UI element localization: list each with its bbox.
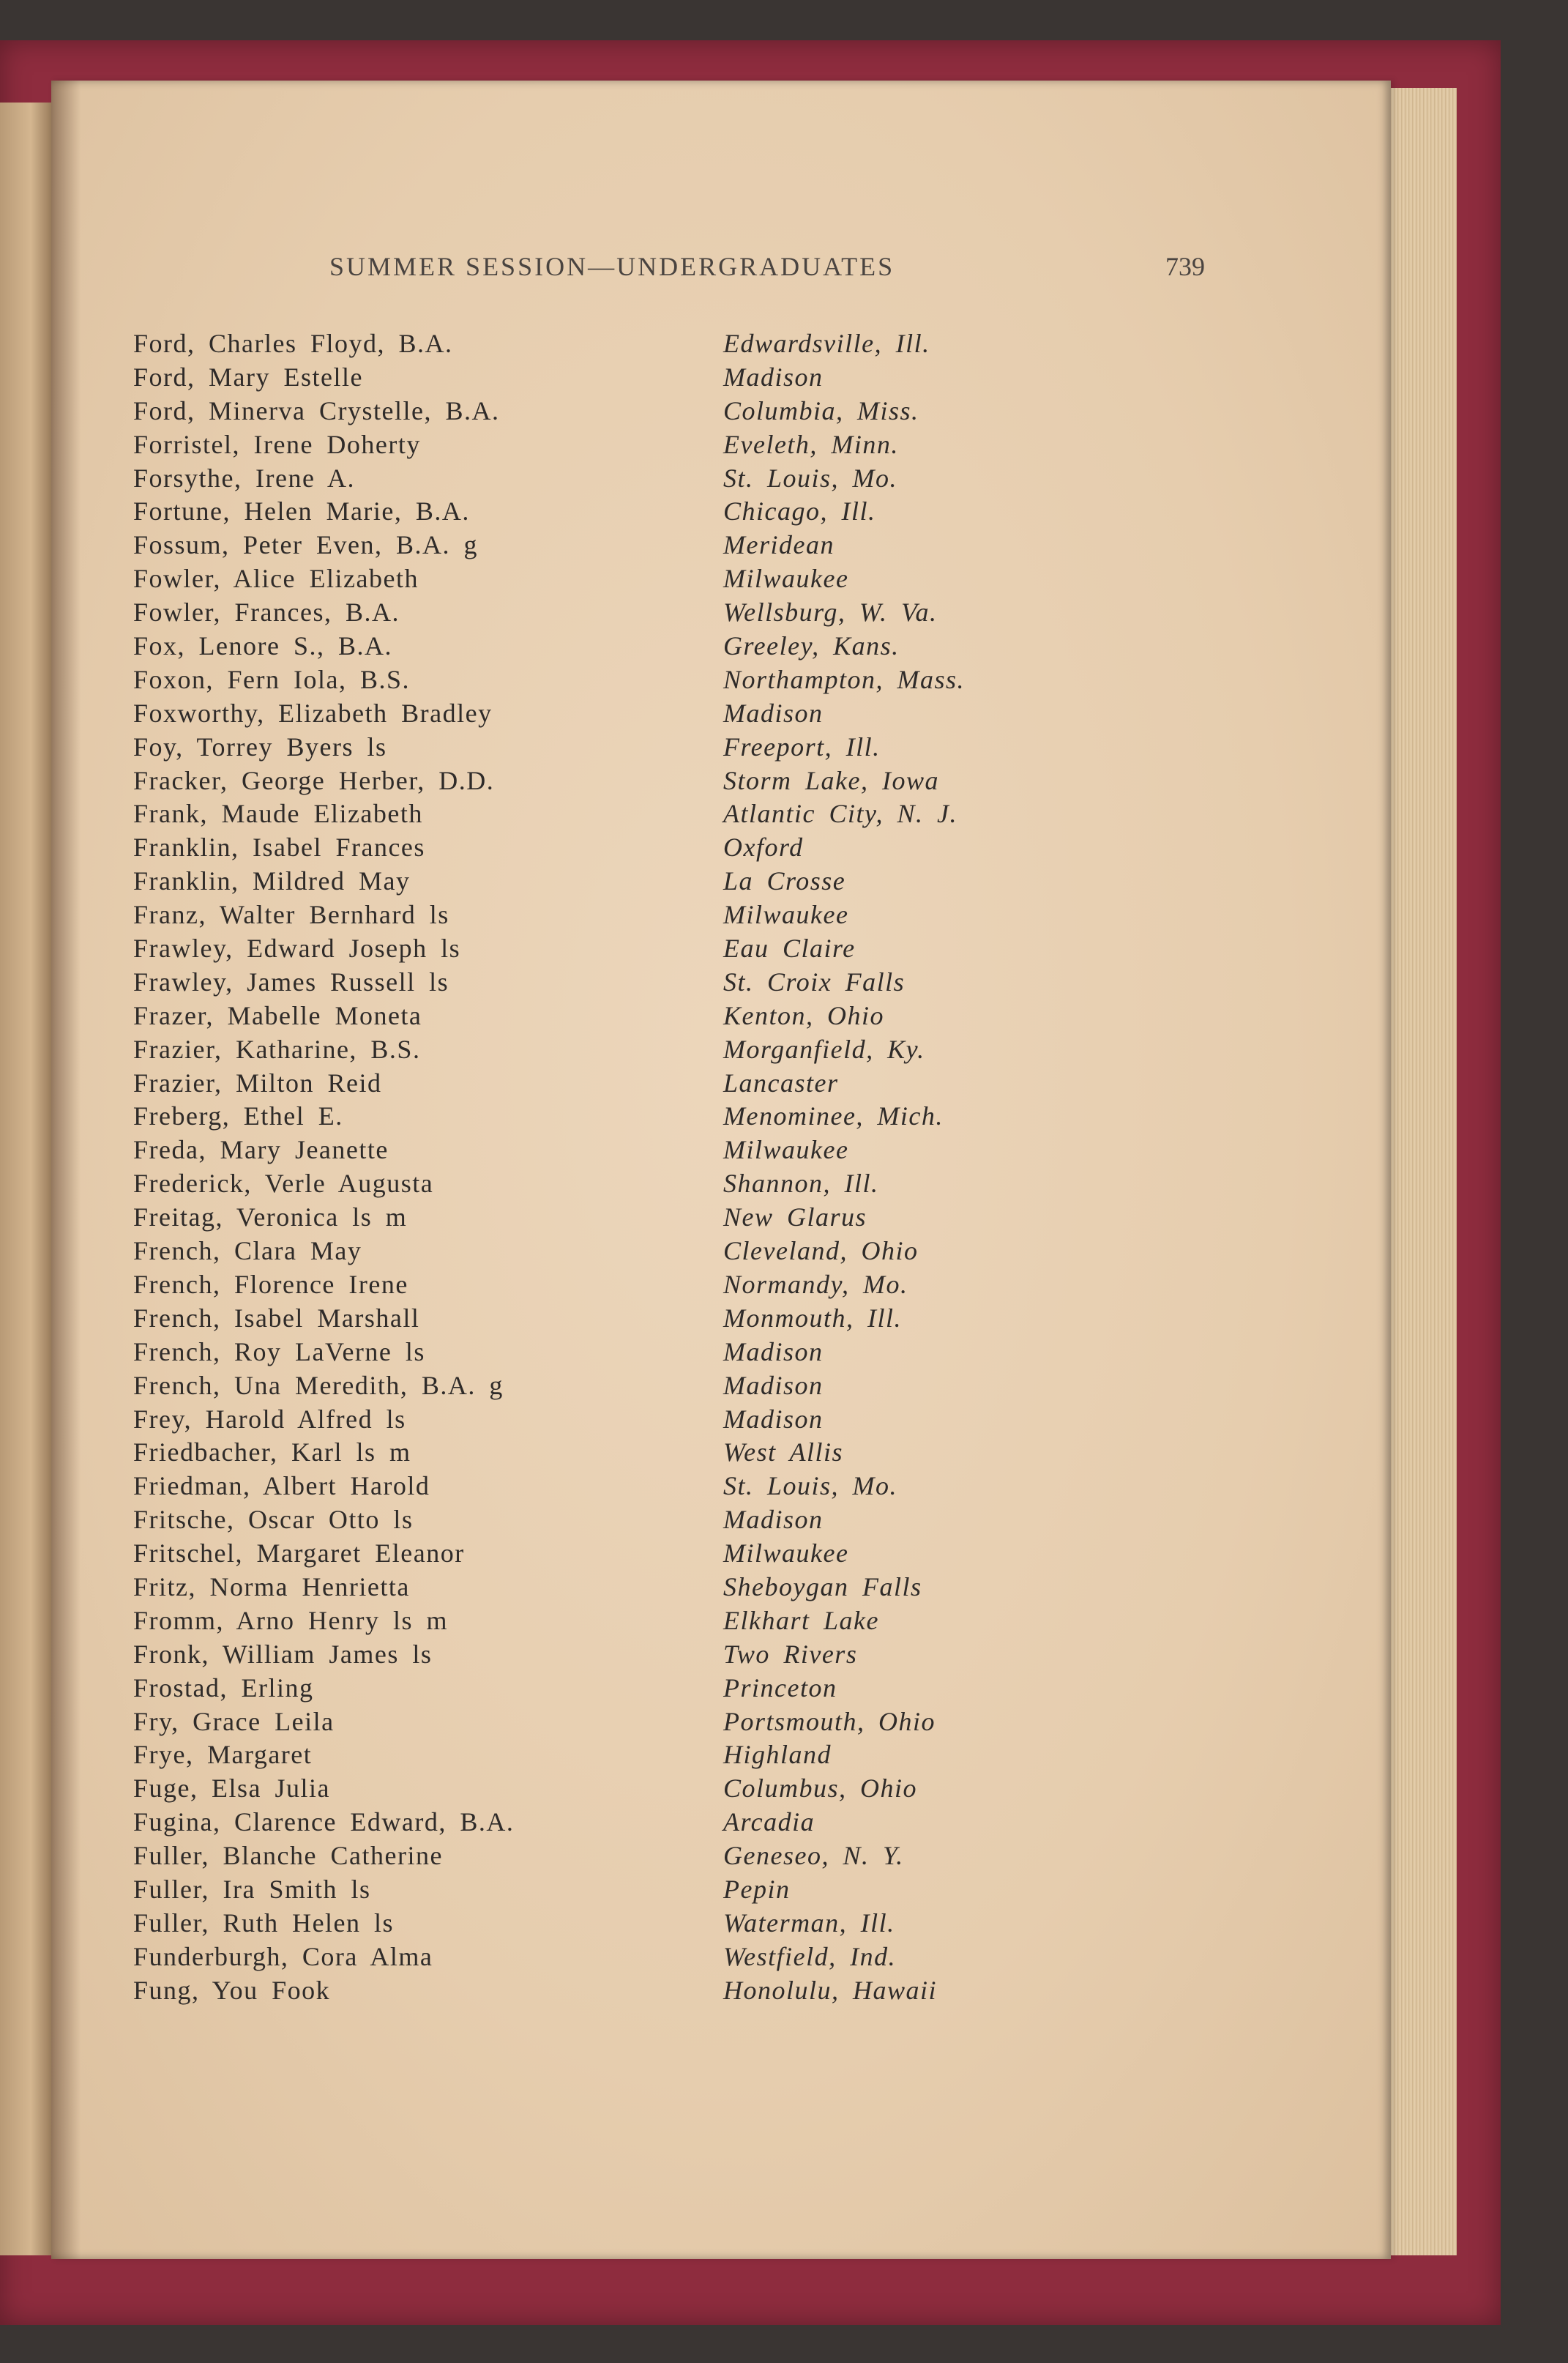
- student-hometown: Milwaukee: [723, 900, 849, 930]
- student-name: French, Clara May: [133, 1236, 362, 1266]
- student-hometown: Columbus, Ohio: [723, 1774, 918, 1804]
- student-name: French, Isabel Marshall: [133, 1303, 420, 1333]
- student-hometown: West Allis: [723, 1437, 844, 1467]
- student-hometown: Menominee, Mich.: [723, 1101, 944, 1131]
- list-item: [133, 698, 1085, 732]
- student-hometown: Wellsburg, W. Va.: [723, 598, 938, 628]
- list-item: [133, 1874, 1085, 1908]
- student-hometown: Milwaukee: [723, 564, 849, 594]
- student-name: Frawley, James Russell ls: [133, 967, 449, 997]
- student-name: Friedman, Albert Harold: [133, 1471, 430, 1501]
- student-hometown: Geneseo, N. Y.: [723, 1841, 904, 1871]
- student-hometown: Two Rivers: [723, 1639, 858, 1669]
- list-item: [133, 1908, 1085, 1941]
- student-name: Fowler, Frances, B.A.: [133, 598, 400, 628]
- student-hometown: St. Louis, Mo.: [723, 1471, 898, 1501]
- list-item: [133, 732, 1085, 765]
- list-item: [133, 1068, 1085, 1101]
- student-hometown: Eau Claire: [723, 934, 856, 964]
- list-item: [133, 798, 1085, 832]
- student-hometown: Portsmouth, Ohio: [723, 1706, 936, 1736]
- student-name: Fung, You Fook: [133, 1975, 331, 2005]
- list-item: [133, 529, 1085, 563]
- list-item: [133, 1101, 1085, 1134]
- student-hometown: Eveleth, Minn.: [723, 429, 899, 459]
- list-item: [133, 1202, 1085, 1235]
- list-item: [133, 563, 1085, 597]
- student-name: Forristel, Irene Doherty: [133, 429, 421, 459]
- student-hometown: Lancaster: [723, 1068, 839, 1098]
- student-hometown: St. Croix Falls: [723, 967, 906, 997]
- student-hometown: La Crosse: [723, 866, 846, 896]
- student-hometown: Cleveland, Ohio: [723, 1236, 919, 1266]
- list-item: [133, 664, 1085, 698]
- list-item: [133, 1806, 1085, 1840]
- student-name: Franz, Walter Bernhard ls: [133, 900, 449, 930]
- student-name: French, Roy LaVerne ls: [133, 1336, 425, 1366]
- student-hometown: Storm Lake, Iowa: [723, 765, 939, 795]
- student-name: Forsythe, Irene A.: [133, 463, 355, 493]
- list-item: [133, 1538, 1085, 1571]
- student-hometown: Northampton, Mass.: [723, 664, 966, 694]
- student-hometown: Milwaukee: [723, 1135, 849, 1165]
- student-name: Frederick, Verle Augusta: [133, 1169, 434, 1199]
- list-item: [133, 1404, 1085, 1437]
- list-item: [133, 1470, 1085, 1504]
- student-name: Foy, Torrey Byers ls: [133, 732, 387, 762]
- list-item: [133, 832, 1085, 866]
- list-item: [133, 1706, 1085, 1740]
- student-name: Foxworthy, Elizabeth Bradley: [133, 698, 493, 728]
- student-hometown: Atlantic City, N. J.: [723, 799, 957, 829]
- student-list: [133, 328, 1085, 2009]
- student-name: Frazier, Milton Reid: [133, 1068, 382, 1098]
- list-item: [133, 1840, 1085, 1874]
- student-name: Frank, Maude Elizabeth: [133, 799, 423, 829]
- student-hometown: Normandy, Mo.: [723, 1269, 908, 1299]
- student-hometown: Madison: [723, 1336, 824, 1366]
- student-name: Frey, Harold Alfred ls: [133, 1404, 406, 1434]
- student-name: Frye, Margaret: [133, 1740, 313, 1770]
- student-name: Fracker, George Herber, D.D.: [133, 765, 495, 795]
- student-name: Fritsche, Oscar Otto ls: [133, 1505, 414, 1535]
- page-number: 739: [1165, 252, 1205, 281]
- student-hometown: Elkhart Lake: [723, 1605, 879, 1635]
- list-item: [133, 1235, 1085, 1269]
- student-name: Frazer, Mabelle Moneta: [133, 1000, 422, 1030]
- student-name: Fuge, Elsa Julia: [133, 1774, 330, 1804]
- student-name: Friedbacher, Karl ls m: [133, 1437, 411, 1467]
- student-name: Frostad, Erling: [133, 1672, 314, 1703]
- student-name: Fronk, William James ls: [133, 1639, 433, 1669]
- student-name: Freda, Mary Jeanette: [133, 1135, 389, 1165]
- student-hometown: Freeport, Ill.: [723, 732, 881, 762]
- student-name: Fuller, Blanche Catherine: [133, 1841, 443, 1871]
- list-item: [133, 1941, 1085, 1975]
- student-name: Ford, Charles Floyd, B.A.: [133, 329, 453, 358]
- list-item: [133, 395, 1085, 429]
- list-item: [133, 1739, 1085, 1773]
- student-hometown: Oxford: [723, 833, 804, 863]
- student-name: Fugina, Clarence Edward, B.A.: [133, 1807, 515, 1837]
- list-item: [133, 1034, 1085, 1068]
- list-item: [133, 765, 1085, 799]
- student-hometown: Madison: [723, 1404, 824, 1434]
- student-name: Fromm, Arno Henry ls m: [133, 1605, 448, 1635]
- gutter-shadow: [51, 81, 81, 2259]
- student-hometown: Highland: [723, 1740, 832, 1770]
- student-name: Fortune, Helen Marie, B.A.: [133, 496, 470, 526]
- student-hometown: Milwaukee: [723, 1538, 849, 1568]
- student-name: Fritschel, Margaret Eleanor: [133, 1538, 465, 1568]
- student-name: Freitag, Veronica ls m: [133, 1202, 408, 1232]
- list-item: [133, 866, 1085, 899]
- student-name: French, Una Meredith, B.A. g: [133, 1370, 504, 1400]
- list-item: [133, 1000, 1085, 1034]
- student-name: Fritz, Norma Henrietta: [133, 1571, 410, 1601]
- student-hometown: Madison: [723, 1370, 824, 1400]
- left-page-edge: [0, 103, 51, 2255]
- student-name: Ford, Mary Estelle: [133, 362, 363, 392]
- student-name: Frazier, Katharine, B.S.: [133, 1034, 421, 1064]
- student-hometown: Chicago, Ill.: [723, 496, 876, 526]
- student-name: Frawley, Edward Joseph ls: [133, 934, 461, 964]
- list-item: [133, 967, 1085, 1000]
- student-name: Fuller, Ruth Helen ls: [133, 1908, 395, 1938]
- student-hometown: Westfield, Ind.: [723, 1941, 897, 1971]
- student-hometown: Madison: [723, 698, 824, 728]
- list-item: [133, 1269, 1085, 1303]
- list-item: [133, 899, 1085, 933]
- student-hometown: Columbia, Miss.: [723, 395, 919, 425]
- student-hometown: Arcadia: [723, 1807, 815, 1837]
- student-hometown: Shannon, Ill.: [723, 1169, 879, 1199]
- student-hometown: New Glarus: [723, 1202, 867, 1232]
- student-name: French, Florence Irene: [133, 1269, 408, 1299]
- list-item: [133, 1639, 1085, 1672]
- list-item: [133, 933, 1085, 967]
- student-hometown: Madison: [723, 1505, 824, 1535]
- list-item: [133, 1303, 1085, 1336]
- student-hometown: Morganfield, Ky.: [723, 1034, 925, 1064]
- list-item: [133, 1773, 1085, 1806]
- student-hometown: Edwardsville, Ill.: [723, 329, 930, 358]
- student-name: Fox, Lenore S., B.A.: [133, 631, 392, 661]
- list-item: [133, 328, 1085, 362]
- student-hometown: Honolulu, Hawaii: [723, 1975, 938, 2005]
- list-item: [133, 1168, 1085, 1202]
- list-item: [133, 1437, 1085, 1470]
- running-head: SUMMER SESSION—UNDERGRADUATES: [329, 252, 895, 281]
- student-name: Fuller, Ira Smith ls: [133, 1874, 371, 1904]
- list-item: [133, 597, 1085, 630]
- student-name: Franklin, Isabel Frances: [133, 833, 425, 863]
- student-hometown: St. Louis, Mo.: [723, 463, 898, 493]
- list-item: [133, 463, 1085, 496]
- student-hometown: Pepin: [723, 1874, 791, 1904]
- list-item: [133, 1370, 1085, 1404]
- student-name: Funderburgh, Cora Alma: [133, 1941, 433, 1971]
- list-item: [133, 1504, 1085, 1538]
- student-name: Franklin, Mildred May: [133, 866, 411, 896]
- student-name: Fowler, Alice Elizabeth: [133, 564, 419, 594]
- student-name: Ford, Minerva Crystelle, B.A.: [133, 395, 500, 425]
- student-hometown: Meridean: [723, 530, 835, 560]
- student-hometown: Sheboygan Falls: [723, 1571, 922, 1601]
- list-item: [133, 496, 1085, 529]
- student-hometown: Waterman, Ill.: [723, 1908, 895, 1938]
- student-hometown: Princeton: [723, 1672, 837, 1703]
- student-name: Fossum, Peter Even, B.A. g: [133, 530, 478, 560]
- student-hometown: Kenton, Ohio: [723, 1000, 884, 1030]
- student-name: Foxon, Fern Iola, B.S.: [133, 664, 411, 694]
- list-item: [133, 429, 1085, 463]
- student-hometown: Madison: [723, 362, 824, 392]
- student-hometown: Monmouth, Ill.: [723, 1303, 902, 1333]
- list-item: [133, 1605, 1085, 1639]
- list-item: [133, 1672, 1085, 1706]
- list-item: [133, 1975, 1085, 2009]
- student-name: Freberg, Ethel E.: [133, 1101, 343, 1131]
- list-item: [133, 1336, 1085, 1370]
- list-item: [133, 1134, 1085, 1168]
- list-item: [133, 362, 1085, 395]
- list-item: [133, 1571, 1085, 1605]
- student-hometown: Greeley, Kans.: [723, 631, 900, 661]
- student-name: Fry, Grace Leila: [133, 1706, 335, 1736]
- list-item: [133, 630, 1085, 664]
